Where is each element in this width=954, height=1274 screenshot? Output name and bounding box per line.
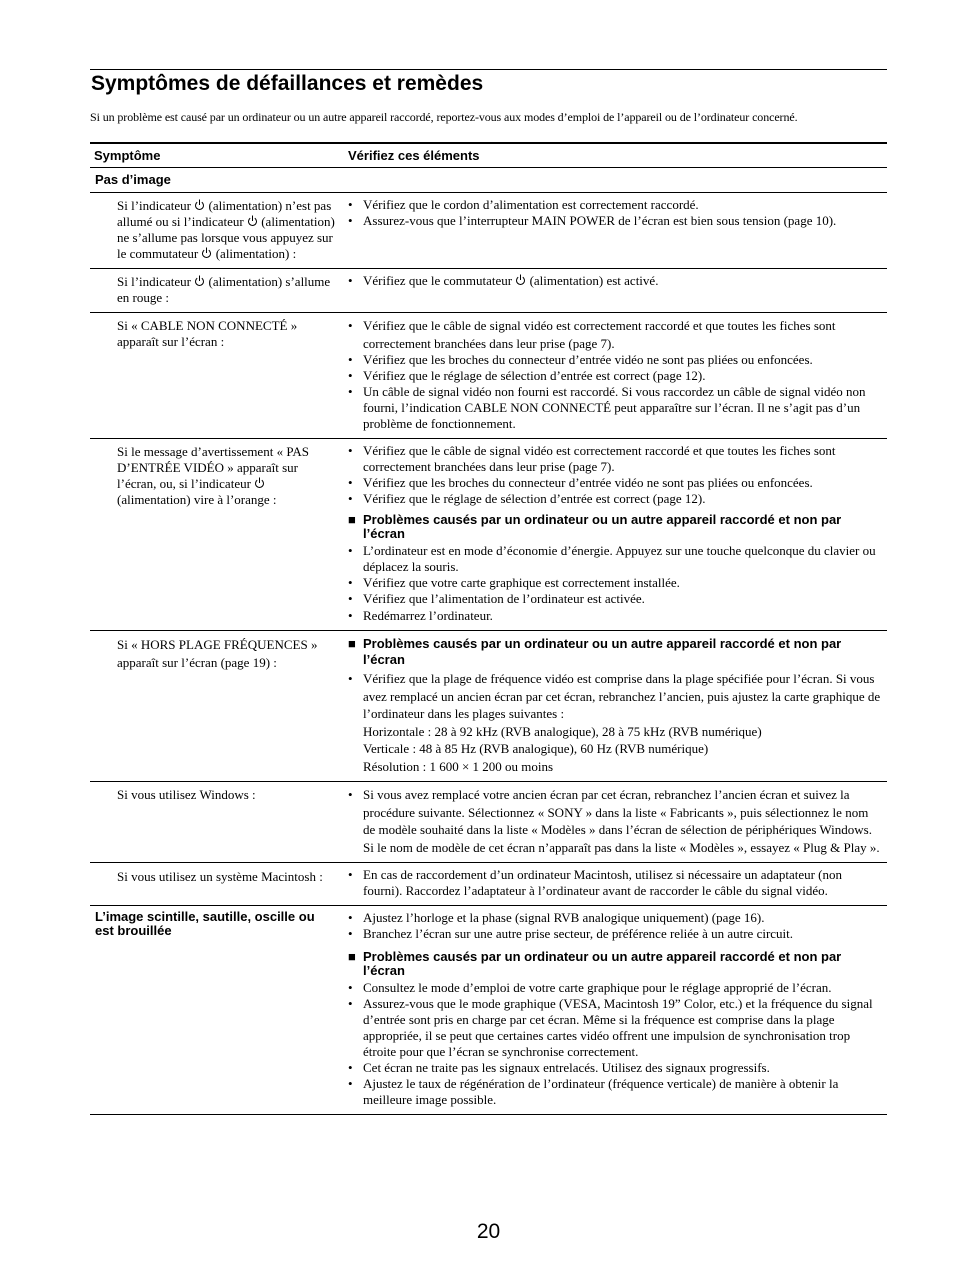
table-row (90, 631, 887, 782)
list-item: • Vérifiez que l’alimentation de l’ordinateur est activée. (348, 591, 645, 606)
power-icon (194, 199, 205, 211)
list-item: • En cas de raccordement d’un ordinateur Macintosh, utilisez si nécessaire un adaptateur (non fourni). Raccordez l’adaptateur à l’ordinateur avant de raccorder le câble du signal vidéo. (348, 867, 843, 898)
subheading: ■ Problèmes causés par un ordinateur ou un autre appareil raccordé et non par l’écran (348, 512, 842, 541)
square-bullet-icon: ■ (348, 949, 356, 964)
power-icon (247, 215, 258, 227)
list-item: • Vérifiez que le câble de signal vidéo est correctement raccordé et que toutes les fiches sont correctement branchées dans leur prise (page 7). (348, 443, 836, 474)
check-cell (344, 863, 887, 906)
check-cell (344, 313, 887, 439)
table-row (90, 906, 887, 1115)
square-bullet-icon: ■ (348, 636, 356, 651)
list-item: • Vérifiez que la plage de fréquence vidéo est comprise dans la plage spécifiée pour l’écran. Si vous avez remplacé un ancien écran par cet écran, rebranchez l’ancien, puis ajustez la carte graphique de l’ordinateur dans les plages suivantes : Horizontale : 28 à 92 kHz (RVB analogique), 28 à 75 kHz (RVB numérique) Verticale : 48 à 85 Hz (RVB analogique), 60 Hz (RVB numérique) Résolution : 1 600 × 1 200 ou moins (347, 670, 883, 775)
table-row (90, 782, 887, 863)
list-item: • Vérifiez que les broches du connecteur d’entrée vidéo ne sont pas pliées ou enfoncées. (348, 475, 813, 490)
list-item: • Assurez-vous que le mode graphique (VESA, Macintosh 19” Color, etc.) et la fréquence du signal d’entrée sont pris en charge par cet écran. Même si la fréquence est comprise dans la plage appropriée, il se peut que certaines cartes vidéo offrent une impulsion de synchronisation trop étroite pour que l’écran se synchronise correctement. (348, 996, 873, 1059)
symptom-cell: Si « HORS PLAGE FRÉQUENCES » apparaît sur l’écran (page 19) : (90, 631, 344, 782)
list-item: • Redémarrez l’ordinateur. (348, 608, 493, 623)
list-item: • Vérifiez que le cordon d’alimentation est correctement raccordé. (348, 197, 699, 212)
power-icon (194, 275, 205, 287)
frequency-vertical: Verticale : 48 à 85 Hz (RVB analogique), 60 Hz (RVB numérique) (363, 741, 709, 756)
subheading: ■ Problèmes causés par un ordinateur ou un autre appareil raccordé et non par l’écran (348, 949, 842, 978)
list-item: • Cet écran ne traite pas les signaux entrelacés. Utilisez des signaux progressifs. (348, 1060, 770, 1075)
list-item: • Si vous avez remplacé votre ancien écran par cet écran, rebranchez l’ancien écran et suivez la procédure suivante. Sélectionnez « SONY » dans la liste « Fabricants », puis sélectionnez le nom de modèle souhaité dans la liste « Modèles » dans l’écran de sélection de périphériques Windows. Si le nom de modèle de cet écran n’apparaît pas dans la liste « Modèles », essayez « Plug & Play ». (348, 787, 880, 855)
column-header-check: Vérifiez ces éléments (344, 143, 887, 168)
list-item: • Vérifiez que les broches du connecteur d’entrée vidéo ne sont pas pliées ou enfoncées. (348, 352, 813, 367)
intro-text: Si un problème est causé par un ordinateur ou un autre appareil raccordé, reportez-vous aux modes d’emploi de l’appareil ou de l’ordinateur concerné. (90, 110, 798, 124)
symptom-cell: Si vous utilisez un système Macintosh : (90, 863, 344, 906)
table-row (90, 269, 887, 313)
list-item: • Assurez-vous que l’interrupteur MAIN POWER de l’écran est bien sous tension (page 10). (348, 213, 837, 228)
resolution: Résolution : 1 600 × 1 200 ou moins (363, 758, 554, 774)
check-cell (344, 193, 887, 269)
check-cell (344, 631, 887, 782)
table-row (90, 439, 887, 631)
power-icon (201, 247, 212, 259)
list-item: • Ajustez l’horloge et la phase (signal RVB analogique uniquement) (page 16). (348, 910, 765, 925)
section-row (90, 168, 887, 193)
list-item: • Vérifiez que le commutateur (alimentation) est activé. (348, 273, 659, 288)
symptom-cell: Si l’indicateur (alimentation) n’est pas allumé ou si l’indicateur (alimentation) ne s’allume pas lorsque vous appuyez sur le commutateur (alimentation) : (90, 193, 344, 269)
symptom-cell: Si « CABLE NON CONNECTÉ » apparaît sur l’écran : (90, 313, 344, 439)
square-bullet-icon: ■ (348, 512, 356, 527)
frequency-horizontal: Horizontale : 28 à 92 kHz (RVB analogique), 28 à 75 kHz (RVB numérique) (363, 723, 762, 739)
list-item: • Vérifiez que le réglage de sélection d’entrée est correct (page 12). (348, 368, 706, 383)
list-item: • Vérifiez que le réglage de sélection d’entrée est correct (page 12). (348, 491, 706, 506)
check-cell (344, 906, 887, 1115)
list-item: • Un câble de signal vidéo non fourni est raccordé. Si vous raccordez un câble de signal vidéo non fourni, l’indication CABLE NON CONNECTÉ peut apparaître sur l’écran. Il ne s’agit pas d’un problème de fonctionnement. (348, 384, 866, 431)
page-title: Symptômes de défaillances et remèdes (91, 72, 484, 95)
symptom-cell: Si l’indicateur (alimentation) s’allume en rouge : (90, 269, 344, 313)
list-item: • Branchez l’écran sur une autre prise secteur, de préférence reliée à un autre circuit. (348, 926, 794, 941)
list-item: • L’ordinateur est en mode d’économie d’énergie. Appuyez sur une touche quelconque du clavier ou déplacez la souris. (348, 543, 876, 574)
symptom-cell: Si le message d’avertissement « PAS D’ENTRÉE VIDÉO » apparaît sur l’écran, ou, si l’indicateur (alimentation) vire à l’orange : (90, 439, 344, 631)
list-item: • Consultez le mode d’emploi de votre carte graphique pour le réglage approprié de l’écran. (348, 980, 832, 995)
check-cell (344, 782, 887, 863)
section-no-image: Pas d’image (90, 168, 887, 193)
list-item: • Vérifiez que le câble de signal vidéo est correctement raccordé et que toutes les fiches sont correctement branchées dans leur prise (page 7). (348, 318, 836, 351)
table-row (90, 193, 887, 269)
subheading: ■ Problèmes causés par un ordinateur ou un autre appareil raccordé et non par l’écran (348, 636, 842, 667)
check-cell (344, 269, 887, 313)
table-row (90, 863, 887, 906)
page-number: 20 (476, 1220, 501, 1243)
list-item: • Ajustez le taux de régénération de l’ordinateur (fréquence verticale) de manière à obtenir la meilleure image possible. (348, 1076, 839, 1107)
power-icon (515, 274, 526, 286)
symptom-cell: Si vous utilisez Windows : (90, 782, 344, 863)
power-icon (254, 477, 265, 489)
table-row (90, 313, 887, 439)
check-cell (344, 439, 887, 631)
column-header-symptom: Symptôme (90, 143, 344, 168)
list-item: • Vérifiez que votre carte graphique est correctement installée. (348, 575, 680, 590)
section-flicker: L’image scintille, sautille, oscille ou est brouillée (90, 906, 344, 1115)
troubleshooting-table (90, 142, 887, 1115)
